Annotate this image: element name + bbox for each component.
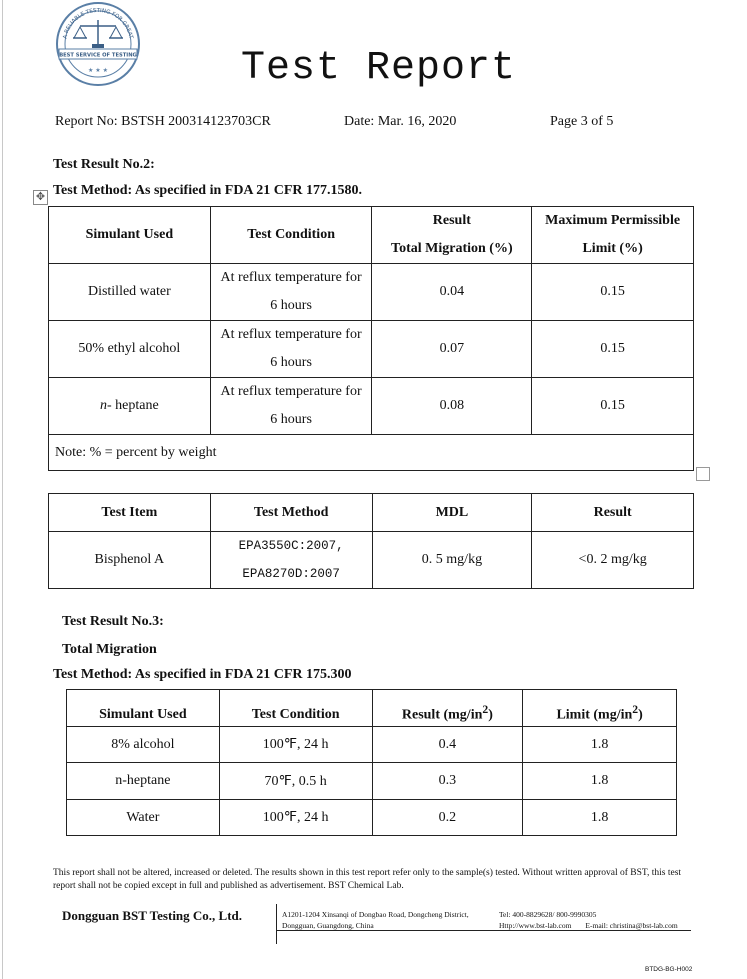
cell-condition: At reflux temperature for 6 hours bbox=[210, 264, 372, 321]
cell-limit: 1.8 bbox=[523, 800, 677, 836]
table-note-row bbox=[49, 435, 694, 471]
table-row bbox=[49, 321, 694, 378]
table-row bbox=[49, 264, 694, 321]
header-limit: Limit $(mg/in^2)$ bbox=[523, 690, 677, 727]
cell-simulant: 50% ethyl alcohol bbox=[49, 321, 211, 378]
cell-result: 0.08 bbox=[372, 378, 532, 435]
section2-heading: Test Result No.2: bbox=[53, 157, 155, 172]
header-result: Result Total Migration (%) bbox=[372, 207, 532, 264]
report-date: Date: Mar. 16, 2020 bbox=[344, 114, 457, 129]
cell-simulant: Distilled water bbox=[49, 264, 211, 321]
bisphenol-table bbox=[48, 493, 694, 589]
cell-result: <0. 2 mg/kg bbox=[532, 532, 694, 589]
header-test-item: Test Item bbox=[49, 494, 211, 532]
cell-test-item: Bisphenol A bbox=[49, 532, 211, 589]
footer-divider-vertical bbox=[276, 904, 277, 944]
company-address: A1201-1204 Xinsanqi of Dongbao Road, Dongcheng District, Dongguan, Guangdong, China bbox=[282, 910, 469, 930]
company-contact: Tel: 400-8829628/ 800-9990305 Http://www.bst-lab.com E-mail: christina@bst-lab.com bbox=[499, 910, 678, 930]
cell-test-method: EPA3550C:2007, EPA8270D:2007 bbox=[210, 532, 372, 589]
cell-limit: 1.8 bbox=[523, 763, 677, 800]
migration-table-177-1580 bbox=[48, 206, 694, 471]
page-title: Test Report bbox=[240, 46, 517, 91]
table-row bbox=[67, 727, 677, 763]
header-simulant: Simulant Used bbox=[67, 690, 220, 727]
table-move-handle-icon[interactable]: ✥ bbox=[33, 190, 48, 205]
cell-condition: 70℉, 0.5 h bbox=[219, 763, 372, 800]
disclaimer: This report shall not be altered, increased or deleted. The results shown in this test report refer only to the sample(s) tested. Without written approval of BST, this test report shall not be copied except in full and published as advertisement. BST Chemical Lab. bbox=[53, 868, 682, 891]
cell-limit: 0.15 bbox=[532, 378, 694, 435]
section3-method: Test Method: As specified in FDA 21 CFR 175.300 bbox=[53, 667, 352, 682]
header-result: Result $(mg/in^2)$ bbox=[372, 690, 523, 727]
svg-text:★ ★ ★: ★ ★ ★ bbox=[88, 67, 108, 74]
cell-condition: At reflux temperature for 6 hours bbox=[210, 321, 372, 378]
cell-result: 0.2 bbox=[372, 800, 523, 836]
header-mdl: MDL bbox=[372, 494, 532, 532]
cell-limit: 0.15 bbox=[532, 321, 694, 378]
section3-subheading: Total Migration bbox=[62, 642, 157, 657]
header-test-method: Test Method bbox=[210, 494, 372, 532]
page-number: Page 3 of 5 bbox=[550, 114, 614, 129]
cell-limit: 1.8 bbox=[523, 727, 677, 763]
table-note: Note: % = percent by weight bbox=[49, 435, 694, 471]
table-row bbox=[67, 763, 677, 800]
header-condition: Test Condition bbox=[210, 207, 372, 264]
cell-limit: 0.15 bbox=[532, 264, 694, 321]
table-row bbox=[49, 378, 694, 435]
document-code: BTDG-BG-H002 bbox=[645, 966, 693, 973]
cell-simulant: n-heptane bbox=[67, 763, 220, 800]
table-row bbox=[67, 800, 677, 836]
table-row bbox=[49, 532, 694, 589]
section3-heading: Test Result No.3: bbox=[62, 614, 164, 629]
migration-table-175-300 bbox=[66, 689, 677, 836]
table-header-row bbox=[67, 690, 677, 727]
header-result: Result bbox=[532, 494, 694, 532]
seal-arc-text: A RELIABLE TESTING FOR GREAT bbox=[62, 7, 134, 40]
cell-result: 0.4 bbox=[372, 727, 523, 763]
cell-mdl: 0. 5 mg/kg bbox=[372, 532, 532, 589]
table-header-row bbox=[49, 494, 694, 532]
table-header-row bbox=[49, 207, 694, 264]
cell-condition: At reflux temperature for 6 hours bbox=[210, 378, 372, 435]
company-name: Dongguan BST Testing Co., Ltd. bbox=[62, 908, 243, 923]
table-resize-handle[interactable] bbox=[696, 467, 710, 481]
report-number: Report No: BSTSH 200314123703CR bbox=[55, 114, 271, 129]
header-condition: Test Condition bbox=[219, 690, 372, 727]
cell-simulant: n- heptane bbox=[49, 378, 211, 435]
section2-method: Test Method: As specified in FDA 21 CFR 177.1580. bbox=[53, 183, 363, 198]
page-edge bbox=[2, 0, 3, 979]
cell-condition: 100℉, 24 h bbox=[219, 727, 372, 763]
cell-result: 0.3 bbox=[372, 763, 523, 800]
cell-simulant: 8% alcohol bbox=[67, 727, 220, 763]
header-simulant: Simulant Used bbox=[49, 207, 211, 264]
header-limit: Maximum Permissible Limit (%) bbox=[532, 207, 694, 264]
cell-result: 0.04 bbox=[372, 264, 532, 321]
cell-result: 0.07 bbox=[372, 321, 532, 378]
cell-condition: 100℉, 24 h bbox=[219, 800, 372, 836]
seal-band-text: BEST SERVICE OF TESTING bbox=[59, 52, 137, 59]
cell-simulant: Water bbox=[67, 800, 220, 836]
